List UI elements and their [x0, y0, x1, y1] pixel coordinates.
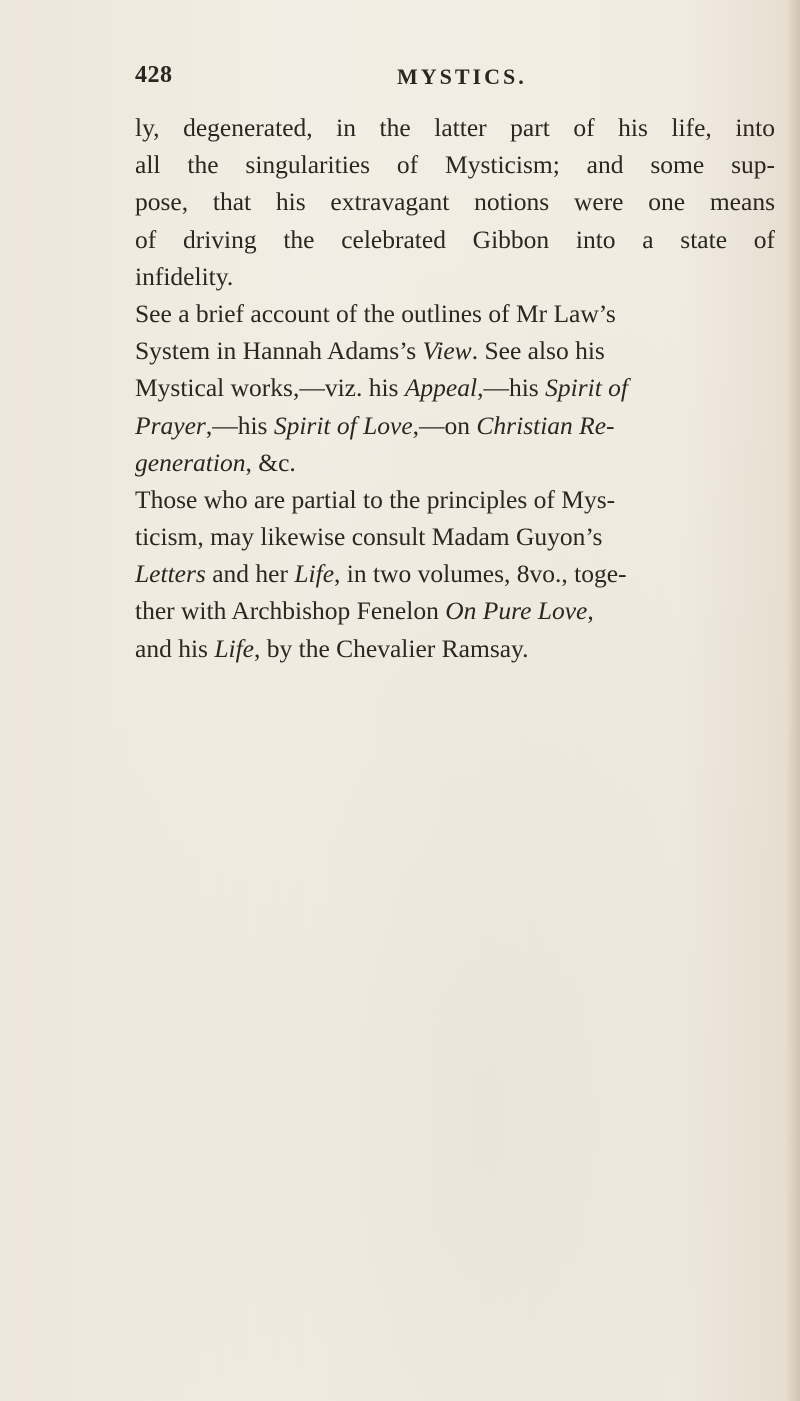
text-run: of driving the celebrated Gibbon into a state of: [135, 224, 775, 254]
italic-title: Letters: [135, 559, 206, 589]
text-run: pose, that his extravagant notions were one means: [135, 187, 775, 217]
italic-title: Spirit of: [545, 373, 628, 403]
text-run: , &c.: [245, 447, 296, 477]
italic-title: Appeal: [404, 373, 478, 403]
text-run: . See also his: [471, 336, 605, 366]
text-run: Those who are partial to the principles of Mys-: [135, 484, 616, 514]
text-run: and her: [205, 559, 295, 589]
text-run: ,—his: [477, 373, 546, 403]
running-head: MYSTICS.: [397, 64, 527, 89]
text-line: [135, 369, 775, 406]
text-line: [135, 258, 775, 295]
text-run: System in Hannah Adams’s: [135, 336, 423, 366]
text-run: ,: [587, 596, 594, 626]
text-run: ,—his: [205, 410, 274, 440]
text-line: [135, 630, 775, 667]
text-run: , by the Chevalier Ramsay.: [254, 633, 529, 663]
page-edge-shadow: [786, 0, 800, 1401]
italic-title: Spirit of Love: [273, 410, 413, 440]
italic-title: On Pure Love: [445, 596, 588, 626]
text-line: [135, 555, 775, 592]
text-run: Mystical works,—viz. his: [135, 373, 405, 403]
text-line: [135, 407, 775, 444]
text-run: ther with Archbishop Fenelon: [135, 596, 446, 626]
text-run: , in two volumes, 8vo., toge-: [334, 559, 627, 589]
text-run: See a brief account of the outlines of Mr Law’s: [135, 298, 616, 328]
italic-title: Life: [214, 633, 254, 663]
page-header: [135, 62, 775, 96]
page-number: 428: [135, 62, 173, 88]
text-run: ticism, may likewise consult Madam Guyon’s: [135, 522, 603, 552]
text-line: [135, 109, 775, 146]
text-line: [135, 183, 775, 220]
text-run: ,—on: [412, 410, 477, 440]
text-run: all the singularities of Mysticism; and some sup-: [135, 150, 775, 180]
italic-title: Christian Re-: [476, 410, 615, 440]
text-run: ly, degenerated, in the latter part of his life, into: [135, 113, 775, 142]
italic-title: generation: [135, 447, 246, 477]
body-text: [135, 109, 775, 667]
text-line: [135, 332, 775, 369]
italic-title: Life: [294, 559, 335, 589]
text-line: [135, 481, 775, 518]
text-line: [135, 221, 775, 258]
text-line: [135, 592, 775, 629]
text-run: and his: [135, 633, 215, 663]
text-line: [135, 444, 775, 481]
text-line: [135, 295, 775, 332]
text-line: [135, 146, 775, 183]
text-run: infidelity.: [135, 261, 234, 291]
text-line: [135, 518, 775, 555]
italic-title: View: [422, 336, 472, 366]
italic-title: Prayer: [135, 410, 206, 440]
